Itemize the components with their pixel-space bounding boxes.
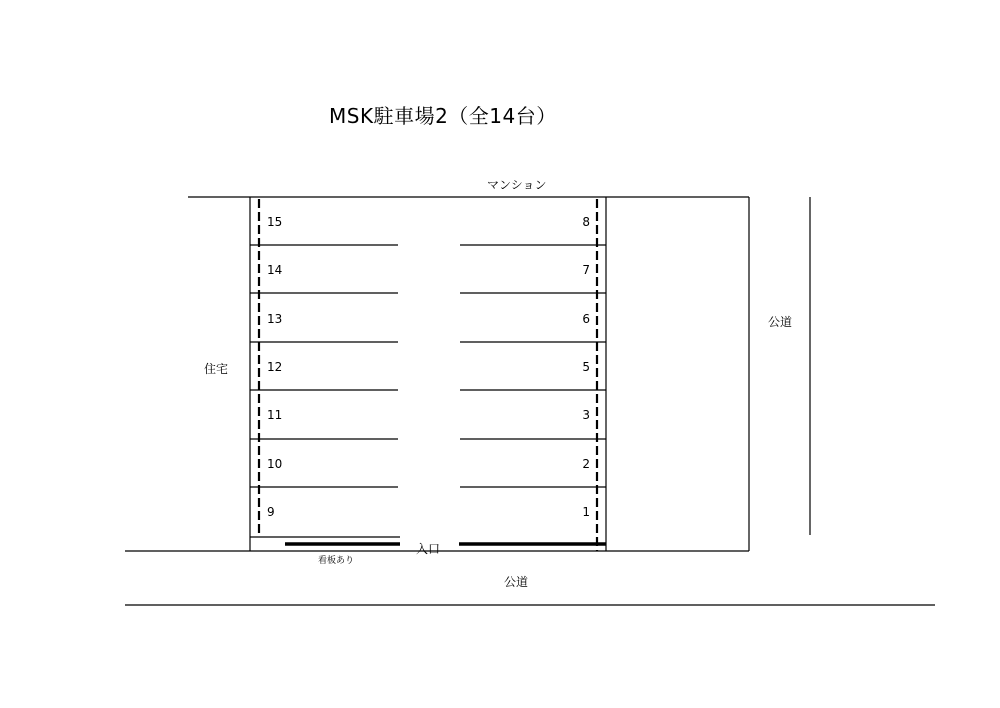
stall-number: 12 xyxy=(267,360,283,374)
label-entrance: 入口 xyxy=(416,542,441,556)
stall-number: 8 xyxy=(582,215,590,229)
stall-number: 11 xyxy=(267,408,283,422)
label-sign: 看板あり xyxy=(318,556,355,566)
label-apartment: マンション xyxy=(487,178,547,192)
page-title: MSK駐車場2（全14台） xyxy=(329,104,557,128)
stall-number: 5 xyxy=(582,360,590,374)
stall-number: 14 xyxy=(267,263,283,277)
stall-number: 3 xyxy=(582,408,590,422)
label-public-road-right: 公道 xyxy=(768,315,793,329)
stall-number: 9 xyxy=(267,505,275,519)
stall-number: 10 xyxy=(267,457,283,471)
label-house: 住宅 xyxy=(204,362,229,376)
stall-number: 1 xyxy=(582,505,590,519)
stall-number: 6 xyxy=(582,312,590,326)
label-public-road-bottom: 公道 xyxy=(504,575,529,589)
stall-number: 15 xyxy=(267,215,283,229)
stall-number: 2 xyxy=(582,457,590,471)
stall-number: 7 xyxy=(582,263,590,277)
stall-number: 13 xyxy=(267,312,283,326)
